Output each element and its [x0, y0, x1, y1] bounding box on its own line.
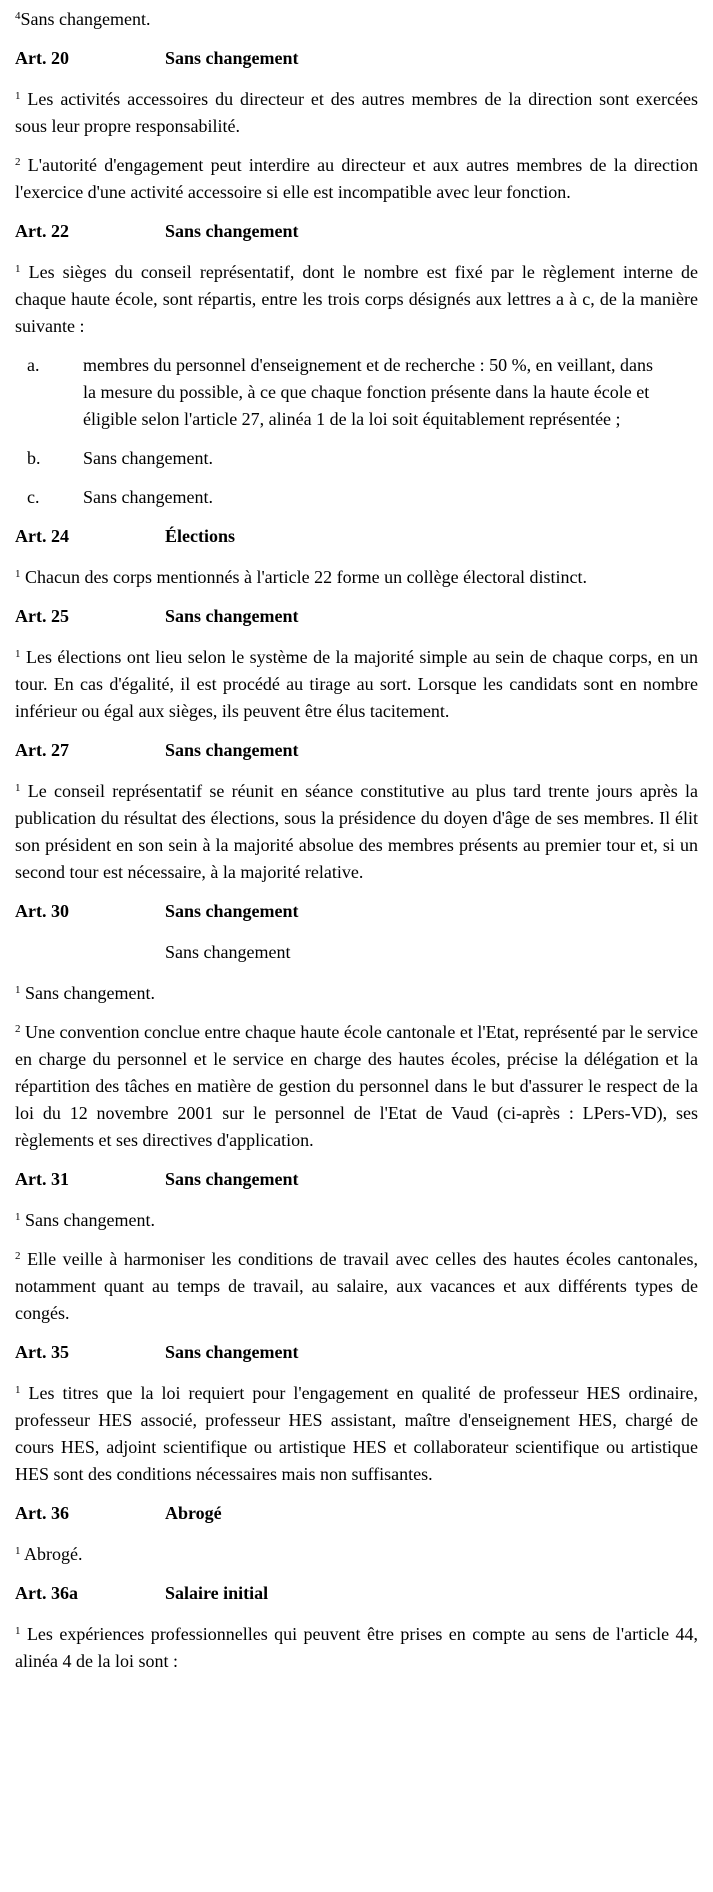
list-text: membres du personnel d'enseignement et de recherche : 50 %, en veillant, dans la mesure du possible, à ce que chaque fonction présente dans la haute école et éligible selon l'article 27, alinéa 1 de la loi soit équitablement représentée ;	[83, 355, 654, 429]
list-text: Sans changement.	[83, 448, 213, 468]
article-number: Art. 25	[15, 606, 69, 626]
paragraph	[15, 1621, 698, 1675]
paragraph	[15, 259, 698, 340]
paragraph-text: Chacun des corps mentionnés à l'article 22 forme un collège électoral distinct.	[25, 567, 588, 587]
article-number: Art. 36a	[15, 1583, 78, 1603]
article-heading	[15, 1580, 698, 1607]
article-heading	[15, 1166, 698, 1193]
paragraph	[15, 152, 698, 206]
paragraph	[15, 86, 698, 140]
article-number: Art. 36	[15, 1503, 69, 1523]
article-title: Sans changement	[165, 901, 299, 921]
article-title: Abrogé	[165, 1503, 222, 1523]
article-title: Sans changement	[165, 740, 299, 760]
article-heading	[15, 737, 698, 764]
article-title: Élections	[165, 526, 235, 546]
paragraph-number: 1	[15, 1625, 21, 1637]
paragraph	[15, 1541, 698, 1568]
paragraph-text: Sans changement.	[25, 1210, 155, 1230]
paragraph	[15, 644, 698, 725]
article-number: Art. 24	[15, 526, 69, 546]
paragraph-text: Les activités accessoires du directeur et des autres membres de la direction sont exercées sous leur propre responsabilité.	[15, 89, 699, 136]
paragraph	[15, 1246, 698, 1327]
article-number: Art. 30	[15, 901, 69, 921]
paragraph-number: 1	[15, 782, 21, 794]
paragraph-text: Les titres que la loi requiert pour l'engagement en qualité de professeur HES ordinaire, professeur HES associé, professeur HES assistant, maître d'enseignement HES, chargé de cours HES, adjoint scientifique ou artistique HES et collaborateur scientifique ou artistique HES sont des conditions nécessaires mais non suffisantes.	[15, 1383, 698, 1484]
article-number: Art. 27	[15, 740, 69, 760]
paragraph-text: Sans changement.	[25, 983, 155, 1003]
paragraph-number: 1	[15, 263, 21, 275]
article-heading	[15, 218, 698, 245]
lettered-list	[15, 352, 698, 511]
paragraph-text: Les sièges du conseil représentatif, dont le nombre est fixé par le règlement interne de chaque haute école, sont répartis, entre les trois corps désignés aux lettres a à c, de la manière suivante :	[15, 262, 698, 336]
article-number: Art. 35	[15, 1342, 69, 1362]
article-number: Art. 20	[15, 48, 69, 68]
paragraph-number: 2	[15, 1250, 21, 1262]
paragraph-text: Elle veille à harmoniser les conditions de travail avec celles des hautes écoles cantonales, notamment quant au temps de travail, au salaire, aux vacances et aux différents types de congés.	[15, 1249, 699, 1323]
article-title: Sans changement	[165, 221, 299, 241]
paragraph-text: L'autorité d'engagement peut interdire au directeur et aux autres membres de la direction l'exercice d'une activité accessoire si elle est incompatible avec leur fonction.	[15, 155, 699, 202]
list-item	[15, 484, 698, 511]
paragraph-text: Abrogé.	[24, 1544, 83, 1564]
paragraph-number: 2	[15, 1023, 21, 1035]
article-subtitle: Sans changement	[165, 942, 291, 962]
paragraph-text: Une convention conclue entre chaque haute école cantonale et l'Etat, représenté par le service en charge du personnel et le service en charge des hautes écoles, précise la délégation et la répartition des tâches en matière de gestion du personnel dans le but d'assurer le respect de la loi du 12 novembre 2001 sur le personnel de l'Etat de Vaud (ci-après : LPers-VD), ses règlements et ses directives d'application.	[15, 1022, 699, 1150]
paragraph	[15, 1207, 698, 1234]
paragraph-number: 1	[15, 1384, 21, 1396]
article-heading	[15, 898, 698, 925]
article-title: Salaire initial	[165, 1583, 269, 1603]
article-heading	[15, 523, 698, 550]
article-heading	[15, 1500, 698, 1527]
paragraph-text: Le conseil représentatif se réunit en séance constitutive au plus tard trente jours après la publication du résultat des élections, sous la présidence du doyen d'âge de ses membres. Il élit son président en son sein à la majorité absolue des membres présents au premier tour et, si un second tour est nécessaire, à la majorité relative.	[15, 781, 698, 882]
article-title: Sans changement	[165, 1342, 299, 1362]
list-item	[15, 445, 698, 472]
list-letter: b.	[27, 448, 41, 468]
paragraph-text: Les élections ont lieu selon le système de la majorité simple au sein de chaque corps, en un tour. En cas d'égalité, il est procédé au tirage au sort. Lorsque les candidats sont en nombre inférieur ou égal aux sièges, ils peuvent être élus tacitement.	[15, 647, 699, 721]
article-number: Art. 31	[15, 1169, 69, 1189]
article-heading	[15, 45, 698, 72]
article-title: Sans changement	[165, 606, 299, 626]
list-letter: a.	[27, 355, 40, 375]
list-item	[15, 352, 698, 433]
paragraph	[15, 6, 698, 33]
document-page	[15, 6, 698, 1687]
paragraph-text: Les expériences professionnelles qui peuvent être prises en compte au sens de l'article 44, alinéa 4 de la loi sont :	[15, 1624, 699, 1671]
paragraph	[15, 1380, 698, 1488]
list-letter: c.	[27, 487, 40, 507]
paragraph-number: 1	[15, 984, 21, 996]
paragraph-number: 1	[15, 568, 21, 580]
paragraph	[15, 1019, 698, 1154]
paragraph-number: 1	[15, 1211, 21, 1223]
paragraph-number: 1	[15, 648, 21, 660]
paragraph	[15, 778, 698, 886]
paragraph-number: 1	[15, 90, 21, 102]
paragraph	[15, 980, 698, 1007]
paragraph-number: 1	[15, 1545, 21, 1557]
paragraph-number: 4	[15, 10, 21, 22]
article-heading	[15, 603, 698, 630]
list-text: Sans changement.	[83, 487, 213, 507]
article-heading	[15, 1339, 698, 1366]
article-title: Sans changement	[165, 48, 299, 68]
paragraph	[15, 564, 698, 591]
article-number: Art. 22	[15, 221, 69, 241]
article-title: Sans changement	[165, 1169, 299, 1189]
paragraph-number: 2	[15, 156, 21, 168]
paragraph-text: Sans changement.	[20, 9, 151, 29]
